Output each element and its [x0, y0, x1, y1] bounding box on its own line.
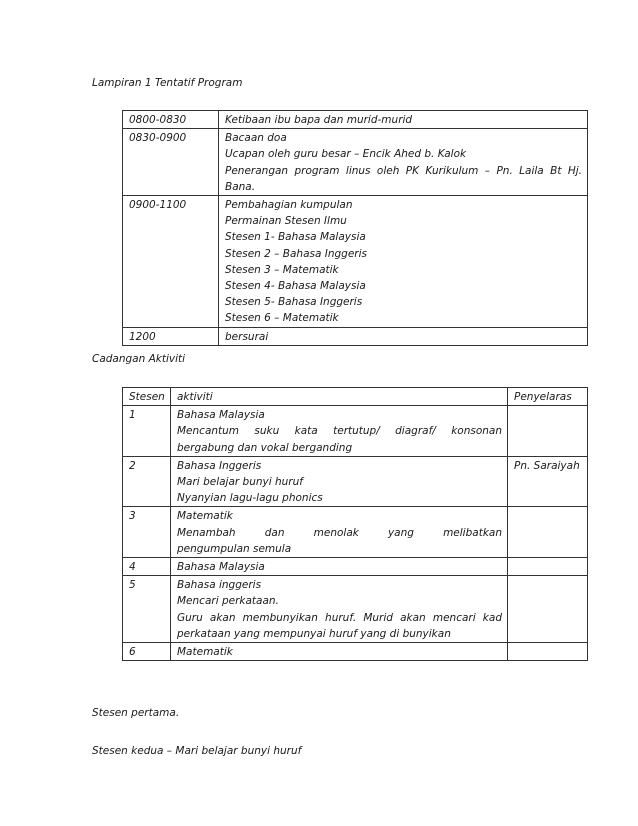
program-activity [219, 327, 588, 345]
activity-aktiviti [171, 643, 508, 661]
program-row [123, 129, 588, 196]
program-activity-line: Stesen 5- Bahasa Inggeris [225, 296, 363, 309]
activity-line: Guru akan membunyikan huruf. Murid akan mencari kad [177, 611, 502, 624]
activity-penyelaras [508, 406, 588, 457]
activity-stesen: 5 [123, 576, 171, 643]
activity-row [123, 576, 588, 643]
activity-line: Bahasa Malaysia [177, 409, 265, 422]
activity-line: Matematik [177, 510, 233, 523]
program-row [123, 327, 588, 345]
activity-row [123, 507, 588, 558]
activities-table [122, 387, 588, 661]
header-aktiviti: aktiviti [171, 388, 508, 406]
program-time: 1200 [123, 327, 219, 345]
program-activity-line: Stesen 3 – Matematik [225, 263, 339, 276]
program-activity-line: Stesen 6 – Matematik [225, 312, 339, 325]
activity-aktiviti [171, 576, 508, 643]
activity-aktiviti [171, 456, 508, 507]
activity-line: Bahasa inggeris [177, 579, 262, 592]
program-activity-line: Ketibaan ibu bapa dan murid-murid [225, 114, 413, 126]
program-row [123, 196, 588, 328]
program-activity-line: Permainan Stesen Ilmu [225, 215, 347, 228]
header-stesen: Stesen [123, 388, 171, 406]
program-activity-line: Penerangan program linus oleh PK Kurikulum – Pn. Laila Bt Hj. [225, 164, 582, 177]
activity-line: Mencari perkataan. [177, 595, 279, 608]
program-time: 0800-0830 [123, 111, 219, 129]
program-activity-line: Ucapan oleh guru besar – Encik Ahed b. Kalok [225, 148, 467, 161]
program-activity-line: Stesen 4- Bahasa Malaysia [225, 280, 366, 293]
activity-line: Mari belajar bunyi huruf [177, 476, 303, 489]
activity-aktiviti [171, 406, 508, 457]
activity-line: Bahasa Inggeris [177, 459, 262, 472]
activity-row [123, 558, 588, 576]
program-row [123, 111, 588, 129]
activity-stesen: 2 [123, 456, 171, 507]
stesen-kedua-heading: Stesen kedua – Mari belajar bunyi huruf [92, 745, 302, 757]
program-activity [219, 111, 588, 129]
activity-stesen: 4 [123, 558, 171, 576]
program-table [122, 110, 588, 346]
activity-stesen: 3 [123, 507, 171, 558]
activity-row [123, 456, 588, 507]
program-activity-line: bersurai [225, 330, 269, 343]
lampiran-heading: Lampiran 1 Tentatif Program [92, 77, 243, 89]
activity-line: Nyanyian lagu-lagu phonics [177, 492, 323, 505]
activity-line: pengumpulan semula [177, 542, 292, 555]
activity-stesen: 1 [123, 406, 171, 457]
activity-row [123, 643, 588, 661]
activity-line: Mencantum suku kata tertutup/ diagraf/ konsonan [177, 425, 502, 438]
activities-header-row [123, 388, 588, 406]
program-activity-line: Bana. [225, 180, 256, 193]
activity-aktiviti [171, 507, 508, 558]
activity-penyelaras: Pn. Saraiyah [508, 456, 588, 507]
activity-penyelaras [508, 576, 588, 643]
activity-line: Bahasa Malaysia [177, 561, 265, 574]
program-time: 0900-1100 [123, 196, 219, 328]
activity-penyelaras [508, 507, 588, 558]
program-activity [219, 129, 588, 196]
program-activity-line: Stesen 1- Bahasa Malaysia [225, 231, 366, 244]
activity-stesen: 6 [123, 643, 171, 661]
program-activity-line: Pembahagian kumpulan [225, 199, 353, 212]
program-activity-line: Bacaan doa [225, 132, 287, 145]
cadangan-heading: Cadangan Aktiviti [92, 353, 186, 365]
stesen-pertama-heading: Stesen pertama. [92, 707, 180, 719]
header-penyelaras: Penyelaras [508, 388, 588, 406]
activity-line: Matematik [177, 646, 233, 659]
activity-line: perkataan yang mempunyai huruf yang di bunyikan [177, 627, 451, 640]
activity-penyelaras [508, 643, 588, 661]
activity-line: bergabung dan vokal berganding [177, 441, 353, 454]
activity-penyelaras [508, 558, 588, 576]
program-activity [219, 196, 588, 328]
activity-row [123, 406, 588, 457]
activity-line: Menambah dan menolak yang melibatkan [177, 526, 502, 539]
program-time: 0830-0900 [123, 129, 219, 196]
activity-aktiviti [171, 558, 508, 576]
program-activity-line: Stesen 2 – Bahasa Inggeris [225, 247, 367, 260]
